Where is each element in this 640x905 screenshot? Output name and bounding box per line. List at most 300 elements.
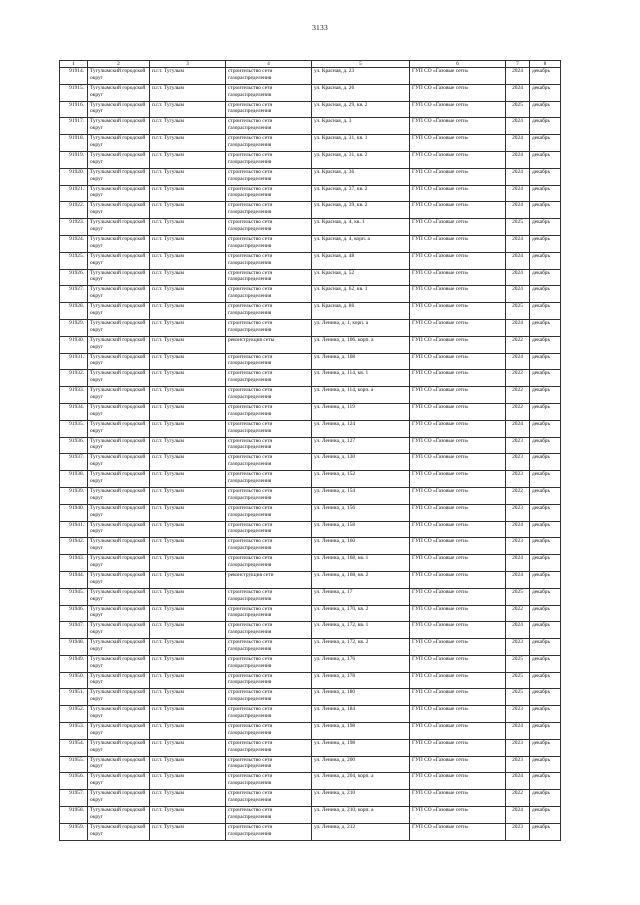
work-type-cell: строительство сети газораспределения (226, 807, 312, 824)
table-row (60, 655, 561, 672)
row-number-cell: 91936. (60, 437, 88, 454)
row-number-cell: 91958. (60, 807, 88, 824)
month-cell: декабрь (530, 135, 561, 152)
month-cell: декабрь (530, 235, 561, 252)
settlement-cell: п.г.т. Тугулым (150, 471, 226, 488)
year-cell: 2025 (506, 101, 530, 118)
address-cell: ул. Красная, д. 29, кв. 2 (312, 101, 410, 118)
address-cell: ул. Красная, д. 62, кв. 1 (312, 286, 410, 303)
address-cell: ул. Красная, д. 4, корп. а (312, 235, 410, 252)
month-cell: декабрь (530, 756, 561, 773)
settlement-cell: п.г.т. Тугулым (150, 672, 226, 689)
row-number-cell: 91939. (60, 487, 88, 504)
district-cell: Тугулымский городской округ (88, 723, 150, 740)
table-row (60, 639, 561, 656)
district-cell: Тугулымский городской округ (88, 269, 150, 286)
row-number-cell: 91923. (60, 219, 88, 236)
column-number: 3 (150, 61, 226, 68)
settlement-cell: п.г.т. Тугулым (150, 101, 226, 118)
row-number-cell: 91915. (60, 84, 88, 101)
settlement-cell: п.г.т. Тугулым (150, 202, 226, 219)
row-number-cell: 91914. (60, 68, 88, 85)
year-cell: 2022 (506, 370, 530, 387)
organization-cell: ГУП СО «Газовые сети» (410, 471, 506, 488)
work-type-cell: строительство сети газораспределения (226, 773, 312, 790)
row-number-cell: 91930. (60, 336, 88, 353)
organization-cell: ГУП СО «Газовые сети» (410, 437, 506, 454)
settlement-cell: п.г.т. Тугулым (150, 689, 226, 706)
month-cell: декабрь (530, 353, 561, 370)
table-row (60, 622, 561, 639)
month-cell: декабрь (530, 252, 561, 269)
year-cell: 2024 (506, 286, 530, 303)
address-cell: ул. Ленина, д. 172, кв. 1 (312, 622, 410, 639)
table-row (60, 420, 561, 437)
row-number-cell: 91950. (60, 672, 88, 689)
organization-cell: ГУП СО «Газовые сети» (410, 303, 506, 320)
work-type-cell: реконструкция сеты (226, 336, 312, 353)
district-cell: Тугулымский городской округ (88, 571, 150, 588)
month-cell: декабрь (530, 639, 561, 656)
district-cell: Тугулымский городской округ (88, 555, 150, 572)
table-row (60, 823, 561, 840)
work-type-cell: строительство сети газораспределения (226, 823, 312, 840)
settlement-cell: п.г.т. Тугулым (150, 437, 226, 454)
month-cell: декабрь (530, 303, 561, 320)
district-cell: Тугулымский городской округ (88, 706, 150, 723)
month-cell: декабрь (530, 118, 561, 135)
table-row (60, 286, 561, 303)
table-row (60, 756, 561, 773)
organization-cell: ГУП СО «Газовые сети» (410, 639, 506, 656)
organization-cell: ГУП СО «Газовые сети» (410, 319, 506, 336)
year-cell: 2024 (506, 319, 530, 336)
organization-cell: ГУП СО «Газовые сети» (410, 219, 506, 236)
year-cell: 2024 (506, 420, 530, 437)
district-cell: Тугулымский городской округ (88, 101, 150, 118)
address-cell: ул. Ленина, д. 160 (312, 538, 410, 555)
work-type-cell: строительство сети газораспределения (226, 219, 312, 236)
row-number-cell: 91957. (60, 790, 88, 807)
year-cell: 2024 (506, 135, 530, 152)
work-type-cell: строительство сети газораспределения (226, 84, 312, 101)
row-number-cell: 91943. (60, 555, 88, 572)
organization-cell: ГУП СО «Газовые сети» (410, 605, 506, 622)
district-cell: Тугулымский городской округ (88, 68, 150, 85)
district-cell: Тугулымский городской округ (88, 689, 150, 706)
row-number-cell: 91955. (60, 756, 88, 773)
settlement-cell: п.г.т. Тугулым (150, 504, 226, 521)
settlement-cell: п.г.т. Тугулым (150, 319, 226, 336)
year-cell: 2023 (506, 538, 530, 555)
work-type-cell: строительство сети газораспределения (226, 319, 312, 336)
address-cell: ул. Ленина, д. 114, кв. 1 (312, 370, 410, 387)
address-cell: ул. Ленина, д. 154 (312, 487, 410, 504)
settlement-cell: п.г.т. Тугулым (150, 773, 226, 790)
row-number-cell: 91926. (60, 269, 88, 286)
settlement-cell: п.г.т. Тугулым (150, 605, 226, 622)
table-row (60, 370, 561, 387)
year-cell: 2024 (506, 622, 530, 639)
address-cell: ул. Ленина, д. 200 (312, 756, 410, 773)
work-type-cell: строительство сети газораспределения (226, 403, 312, 420)
district-cell: Тугулымский городской округ (88, 286, 150, 303)
district-cell: Тугулымский городской округ (88, 235, 150, 252)
settlement-cell: п.г.т. Тугулым (150, 622, 226, 639)
table-row (60, 101, 561, 118)
district-cell: Тугулымский городской округ (88, 622, 150, 639)
row-number-cell: 91956. (60, 773, 88, 790)
year-cell: 2025 (506, 219, 530, 236)
work-type-cell: строительство сети газораспределения (226, 168, 312, 185)
year-cell: 2023 (506, 706, 530, 723)
district-cell: Тугулымский городской округ (88, 538, 150, 555)
settlement-cell: п.г.т. Тугулым (150, 118, 226, 135)
year-cell: 2024 (506, 168, 530, 185)
address-cell: ул. Красная, д. 52 (312, 269, 410, 286)
row-number-cell: 91927. (60, 286, 88, 303)
table-row (60, 454, 561, 471)
address-cell: ул. Ленина, д. 156 (312, 504, 410, 521)
work-type-cell: строительство сети газораспределения (226, 353, 312, 370)
table-row (60, 706, 561, 723)
address-cell: ул. Ленина, д. 198 (312, 739, 410, 756)
table-row (60, 790, 561, 807)
settlement-cell: п.г.т. Тугулым (150, 168, 226, 185)
district-cell: Тугулымский городской округ (88, 521, 150, 538)
month-cell: декабрь (530, 403, 561, 420)
table-row (60, 403, 561, 420)
address-cell: ул. Ленина, д. 172, кв. 2 (312, 639, 410, 656)
row-number-cell: 91932. (60, 370, 88, 387)
work-type-cell: строительство сети газораспределения (226, 790, 312, 807)
district-cell: Тугулымский городской округ (88, 756, 150, 773)
organization-cell: ГУП СО «Газовые сети» (410, 454, 506, 471)
settlement-cell: п.г.т. Тугулым (150, 303, 226, 320)
month-cell: декабрь (530, 672, 561, 689)
work-type-cell: строительство сети газораспределения (226, 706, 312, 723)
work-type-cell: реконструкция сети (226, 571, 312, 588)
address-cell: ул. Ленина, д. 124 (312, 420, 410, 437)
row-number-cell: 91946. (60, 605, 88, 622)
table-row (60, 336, 561, 353)
row-number-cell: 91953. (60, 723, 88, 740)
organization-cell: ГУП СО «Газовые сети» (410, 689, 506, 706)
address-cell: ул. Красная, д. 26 (312, 84, 410, 101)
month-cell: декабрь (530, 655, 561, 672)
district-cell: Тугулымский городской округ (88, 370, 150, 387)
register-table (59, 60, 561, 841)
organization-cell: ГУП СО «Газовые сети» (410, 823, 506, 840)
table-row (60, 437, 561, 454)
organization-cell: ГУП СО «Газовые сети» (410, 773, 506, 790)
row-number-cell: 91952. (60, 706, 88, 723)
organization-cell: ГУП СО «Газовые сети» (410, 151, 506, 168)
organization-cell: ГУП СО «Газовые сети» (410, 807, 506, 824)
work-type-cell: строительство сети газораспределения (226, 639, 312, 656)
year-cell: 2024 (506, 185, 530, 202)
month-cell: декабрь (530, 269, 561, 286)
organization-cell: ГУП СО «Газовые сети» (410, 353, 506, 370)
table-row (60, 68, 561, 85)
district-cell: Тугулымский городской округ (88, 823, 150, 840)
address-cell: ул. Ленина, д. 170, кв. 2 (312, 605, 410, 622)
organization-cell: ГУП СО «Газовые сети» (410, 202, 506, 219)
year-cell: 2024 (506, 202, 530, 219)
month-cell: декабрь (530, 571, 561, 588)
work-type-cell: строительство сети газораспределения (226, 739, 312, 756)
address-cell: ул. Ленина, д. 130 (312, 454, 410, 471)
address-cell: ул. Ленина, д. 152 (312, 471, 410, 488)
work-type-cell: строительство сети газораспределения (226, 135, 312, 152)
address-cell: ул. Ленина, д. 210 (312, 790, 410, 807)
district-cell: Тугулымский городской округ (88, 807, 150, 824)
settlement-cell: п.г.т. Тугулым (150, 370, 226, 387)
district-cell: Тугулымский городской округ (88, 168, 150, 185)
settlement-cell: п.г.т. Тугулым (150, 68, 226, 85)
year-cell: 2025 (506, 588, 530, 605)
work-type-cell: строительство сети газораспределения (226, 756, 312, 773)
month-cell: декабрь (530, 622, 561, 639)
organization-cell: ГУП СО «Газовые сети» (410, 370, 506, 387)
address-cell: ул. Ленина, д. 168, кв. 2 (312, 571, 410, 588)
work-type-cell: строительство сети газораспределения (226, 118, 312, 135)
work-type-cell: строительство сети газораспределения (226, 622, 312, 639)
work-type-cell: строительство сети газораспределения (226, 471, 312, 488)
organization-cell: ГУП СО «Газовые сети» (410, 622, 506, 639)
row-number-cell: 91925. (60, 252, 88, 269)
table-row (60, 84, 561, 101)
row-number-cell: 91937. (60, 454, 88, 471)
column-number: 5 (312, 61, 410, 68)
month-cell: декабрь (530, 319, 561, 336)
address-cell: ул. Ленина, д. 198 (312, 723, 410, 740)
column-number: 6 (410, 61, 506, 68)
settlement-cell: п.г.т. Тугулым (150, 756, 226, 773)
district-cell: Тугулымский городской округ (88, 454, 150, 471)
row-number-cell: 91920. (60, 168, 88, 185)
year-cell: 2024 (506, 235, 530, 252)
district-cell: Тугулымский городской округ (88, 252, 150, 269)
table-row (60, 202, 561, 219)
year-cell: 2024 (506, 521, 530, 538)
address-cell: ул. Красная, д. 3 (312, 118, 410, 135)
work-type-cell: строительство сети газораспределения (226, 269, 312, 286)
year-cell: 2025 (506, 655, 530, 672)
settlement-cell: п.г.т. Тугулым (150, 790, 226, 807)
organization-cell: ГУП СО «Газовые сети» (410, 504, 506, 521)
year-cell: 2023 (506, 739, 530, 756)
month-cell: декабрь (530, 588, 561, 605)
year-cell: 2024 (506, 723, 530, 740)
settlement-cell: п.г.т. Тугулым (150, 571, 226, 588)
settlement-cell: п.г.т. Тугулым (150, 420, 226, 437)
work-type-cell: строительство сети газораспределения (226, 202, 312, 219)
year-cell: 2024 (506, 571, 530, 588)
year-cell: 2022 (506, 790, 530, 807)
address-cell: ул. Красная, д. 4, кв. 1 (312, 219, 410, 236)
address-cell: ул. Ленина, д. 108 (312, 353, 410, 370)
district-cell: Тугулымский городской округ (88, 387, 150, 404)
table-row (60, 723, 561, 740)
row-number-cell: 91944. (60, 571, 88, 588)
table-row (60, 588, 561, 605)
settlement-cell: п.г.т. Тугулым (150, 219, 226, 236)
year-cell: 2023 (506, 454, 530, 471)
table-row (60, 387, 561, 404)
month-cell: декабрь (530, 689, 561, 706)
year-cell: 2024 (506, 84, 530, 101)
row-number-cell: 91941. (60, 521, 88, 538)
year-cell: 2022 (506, 403, 530, 420)
year-cell: 2024 (506, 807, 530, 824)
month-cell: декабрь (530, 101, 561, 118)
organization-cell: ГУП СО «Газовые сети» (410, 235, 506, 252)
month-cell: декабрь (530, 420, 561, 437)
district-cell: Тугулымский городской округ (88, 672, 150, 689)
work-type-cell: строительство сети газораспределения (226, 655, 312, 672)
address-cell: ул. Ленина, д. 212 (312, 823, 410, 840)
table-row (60, 135, 561, 152)
table-row (60, 118, 561, 135)
year-cell: 2023 (506, 504, 530, 521)
year-cell: 2023 (506, 639, 530, 656)
settlement-cell: п.г.т. Тугулым (150, 538, 226, 555)
row-number-cell: 91929. (60, 319, 88, 336)
month-cell: декабрь (530, 336, 561, 353)
year-cell: 2022 (506, 487, 530, 504)
month-cell: декабрь (530, 538, 561, 555)
district-cell: Тугулымский городской округ (88, 504, 150, 521)
column-number: 4 (226, 61, 312, 68)
address-cell: ул. Красная, д. 39, кв. 2 (312, 202, 410, 219)
address-cell: ул. Ленина, д. 127 (312, 437, 410, 454)
table-row (60, 303, 561, 320)
month-cell: декабрь (530, 706, 561, 723)
row-number-cell: 91917. (60, 118, 88, 135)
district-cell: Тугулымский городской округ (88, 303, 150, 320)
settlement-cell: п.г.т. Тугулым (150, 521, 226, 538)
settlement-cell: п.г.т. Тугулым (150, 487, 226, 504)
district-cell: Тугулымский городской округ (88, 84, 150, 101)
settlement-cell: п.г.т. Тугулым (150, 387, 226, 404)
settlement-cell: п.г.т. Тугулым (150, 555, 226, 572)
organization-cell: ГУП СО «Газовые сети» (410, 336, 506, 353)
address-cell: ул. Красная, д. 36 (312, 168, 410, 185)
month-cell: декабрь (530, 739, 561, 756)
organization-cell: ГУП СО «Газовые сети» (410, 655, 506, 672)
district-cell: Тугулымский городской округ (88, 185, 150, 202)
settlement-cell: п.г.т. Тугулым (150, 252, 226, 269)
organization-cell: ГУП СО «Газовые сети» (410, 168, 506, 185)
page-number: 3133 (312, 23, 328, 32)
row-number-cell: 91924. (60, 235, 88, 252)
work-type-cell: строительство сети газораспределения (226, 672, 312, 689)
work-type-cell: строительство сети газораспределения (226, 723, 312, 740)
table-row (60, 185, 561, 202)
year-cell: 2025 (506, 689, 530, 706)
district-cell: Тугулымский городской округ (88, 403, 150, 420)
month-cell: декабрь (530, 68, 561, 85)
address-cell: ул. Ленина, д. 17 (312, 588, 410, 605)
settlement-cell: п.г.т. Тугулым (150, 185, 226, 202)
address-cell: ул. Ленина, д. 180 (312, 689, 410, 706)
row-number-cell: 91947. (60, 622, 88, 639)
settlement-cell: п.г.т. Тугулым (150, 588, 226, 605)
organization-cell: ГУП СО «Газовые сети» (410, 723, 506, 740)
month-cell: декабрь (530, 823, 561, 840)
work-type-cell: строительство сети газораспределения (226, 689, 312, 706)
month-cell: декабрь (530, 723, 561, 740)
address-cell: ул. Ленина, д. 210, корп. а (312, 807, 410, 824)
district-cell: Тугулымский городской округ (88, 118, 150, 135)
settlement-cell: п.г.т. Тугулым (150, 403, 226, 420)
column-number-row (60, 61, 561, 68)
table-row (60, 319, 561, 336)
month-cell: декабрь (530, 219, 561, 236)
row-number-cell: 91918. (60, 135, 88, 152)
settlement-cell: п.г.т. Тугулым (150, 235, 226, 252)
table-row (60, 672, 561, 689)
settlement-cell: п.г.т. Тугулым (150, 353, 226, 370)
district-cell: Тугулымский городской округ (88, 487, 150, 504)
organization-cell: ГУП СО «Газовые сети» (410, 387, 506, 404)
address-cell: ул. Ленина, д. 158 (312, 521, 410, 538)
address-cell: ул. Красная, д. 31, кв. 2 (312, 151, 410, 168)
year-cell: 2024 (506, 353, 530, 370)
year-cell: 2024 (506, 773, 530, 790)
organization-cell: ГУП СО «Газовые сети» (410, 739, 506, 756)
organization-cell: ГУП СО «Газовые сети» (410, 571, 506, 588)
row-number-cell: 91954. (60, 739, 88, 756)
month-cell: декабрь (530, 773, 561, 790)
row-number-cell: 91928. (60, 303, 88, 320)
district-cell: Тугулымский городской округ (88, 202, 150, 219)
year-cell: 2022 (506, 336, 530, 353)
row-number-cell: 91959. (60, 823, 88, 840)
organization-cell: ГУП СО «Газовые сети» (410, 118, 506, 135)
organization-cell: ГУП СО «Газовые сети» (410, 286, 506, 303)
work-type-cell: строительство сети газораспределения (226, 521, 312, 538)
month-cell: декабрь (530, 151, 561, 168)
work-type-cell: строительство сети газораспределения (226, 437, 312, 454)
row-number-cell: 91919. (60, 151, 88, 168)
column-number: 1 (60, 61, 88, 68)
work-type-cell: строительство сети газораспределения (226, 387, 312, 404)
district-cell: Тугулымский городской округ (88, 655, 150, 672)
month-cell: декабрь (530, 185, 561, 202)
month-cell: декабрь (530, 555, 561, 572)
district-cell: Тугулымский городской округ (88, 353, 150, 370)
organization-cell: ГУП СО «Газовые сети» (410, 555, 506, 572)
table-row (60, 471, 561, 488)
table-row (60, 168, 561, 185)
year-cell: 2024 (506, 555, 530, 572)
table-row (60, 353, 561, 370)
month-cell: декабрь (530, 521, 561, 538)
month-cell: декабрь (530, 487, 561, 504)
district-cell: Тугулымский городской округ (88, 151, 150, 168)
table-row (60, 538, 561, 555)
work-type-cell: строительство сети газораспределения (226, 605, 312, 622)
organization-cell: ГУП СО «Газовые сети» (410, 403, 506, 420)
settlement-cell: п.г.т. Тугулым (150, 151, 226, 168)
work-type-cell: строительство сети газораспределения (226, 303, 312, 320)
row-number-cell: 91933. (60, 387, 88, 404)
year-cell: 2023 (506, 823, 530, 840)
settlement-cell: п.г.т. Тугулым (150, 655, 226, 672)
work-type-cell: строительство сети газораспределения (226, 151, 312, 168)
